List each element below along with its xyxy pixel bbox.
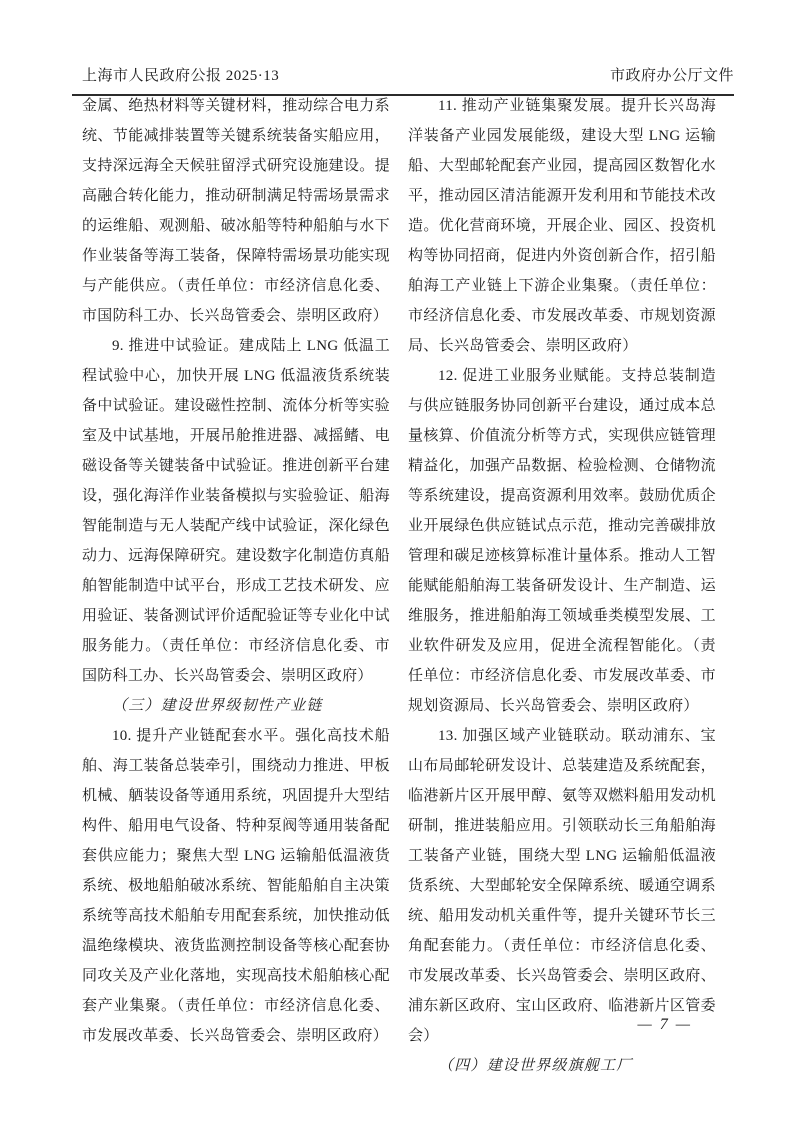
section-heading-3: （三）建设世界级韧性产业链 <box>112 698 323 714</box>
paragraph-item-13: 13. 加强区域产业链联动。联动浦东、宝山布局邮轮研发设计、总装建造及系统配套，临港新片区开展甲醇、氨等双燃料船用发动机研制，推进装船应用。引领联动长三角船舶海工装备产业链，围绕大型 LNG 运输船低温液货系统、大型邮轮安全保障系统、暖通空调系统、船用发动机关重件等，提升关键环节长三角配套能力。（责任单位：市经济信息化委、市发展改革委、长兴岛管委会、崇明区政府、浦东新区政府、宝山区政府、临港新片区管委会） <box>408 728 716 1044</box>
page-header <box>82 64 734 85</box>
gazette-title: 上海市人民政府公报 2025·13 <box>82 68 280 84</box>
paragraph-item-9: 9. 推进中试验证。建成陆上 LNG 低温工程试验中心，加快开展 LNG 低温液货系统装备中试验证。建设磁性控制、流体分析等实验室及中试基地，开展吊舱推进器、减摇鳍、电磁设备等关键装备中试验证。推进创新平台建设，强化海洋作业装备模拟与实验验证、船海智能制造与无人装配产线中试验证，深化绿色动力、远海保障研究。建设数字化制造仿真船舶智能制造中试平台，形成工艺技术研发、应用验证、装备测试评价适配验证等专业化中试服务能力。（责任单位：市经济信息化委、市国防科工办、长兴岛管委会、崇明区政府） <box>82 338 390 684</box>
paragraph-item-10: 10. 提升产业链配套水平。强化高技术船舶、海工装备总装牵引，围绕动力推进、甲板机械、舾装设备等通用系统，巩固提升大型结构件、船用电气设备、特种泵阀等通用装备配套供应能力；聚焦大型 LNG 运输船低温液货系统、极地船舶破冰系统、智能船舶自主决策系统等高技术船舶专用配套系统，加快推动低温绝缘模块、液货监测控制设备等核心配套协同攻关及产业化落地，实现高技术船舶核心配套产业集聚。（责任单位：市经济信息化委、市发展改革委、长兴岛管委会、崇明区政府） <box>82 728 390 1044</box>
page-number: — 7 — <box>637 1016 692 1033</box>
text-column-left <box>82 91 390 1081</box>
page-body <box>82 91 716 1081</box>
document-category: 市政府办公厅文件 <box>609 68 734 84</box>
paragraph-item-12: 12. 促进工业服务业赋能。支持总装制造与供应链服务协同创新平台建设，通过成本总量核算、价值流分析等方式，实现供应链管理精益化，加强产品数据、检验检测、仓储物流等系统建设，提高资源利用效率。鼓励优质企业开展绿色供应链试点示范，推动完善碳排放管理和碳足迹核算标准计量体系。推动人工智能赋能船舶海工装备研发设计、生产制造、运维服务，推进船舶海工领域垂类模型发展、工业软件研发及应用，促进全流程智能化。（责任单位：市经济信息化委、市发展改革委、市规划资源局、长兴岛管委会、崇明区政府） <box>408 368 716 714</box>
section-heading-4: （四）建设世界级旗舰工厂 <box>438 1058 633 1074</box>
paragraph-continuation: 金属、绝热材料等关键材料，推动综合电力系统、节能减排装置等关键系统装备实船应用，支持深远海全天候驻留浮式研究设施建设。提高融合转化能力，推动研制满足特需场景需求的运维船、观测船、破冰船等特种船舶与水下作业装备等海工装备，保障特需场景功能实现与产能供应。（责任单位：市经济信息化委、市国防科工办、长兴岛管委会、崇明区政府） <box>82 98 390 324</box>
text-column-right <box>408 91 716 1081</box>
paragraph-item-11: 11. 推动产业链集聚发展。提升长兴岛海洋装备产业园发展能级，建设大型 LNG 运输船、大型邮轮配套产业园，提高园区数智化水平，推动园区清洁能源开发利用和节能技术改造。优化营商环境，开展企业、园区、投资机构等协同招商，促进内外资创新合作，招引船舶海工产业链上下游企业集聚。（责任单位：市经济信息化委、市发展改革委、市规划资源局、长兴岛管委会、崇明区政府） <box>408 98 716 354</box>
